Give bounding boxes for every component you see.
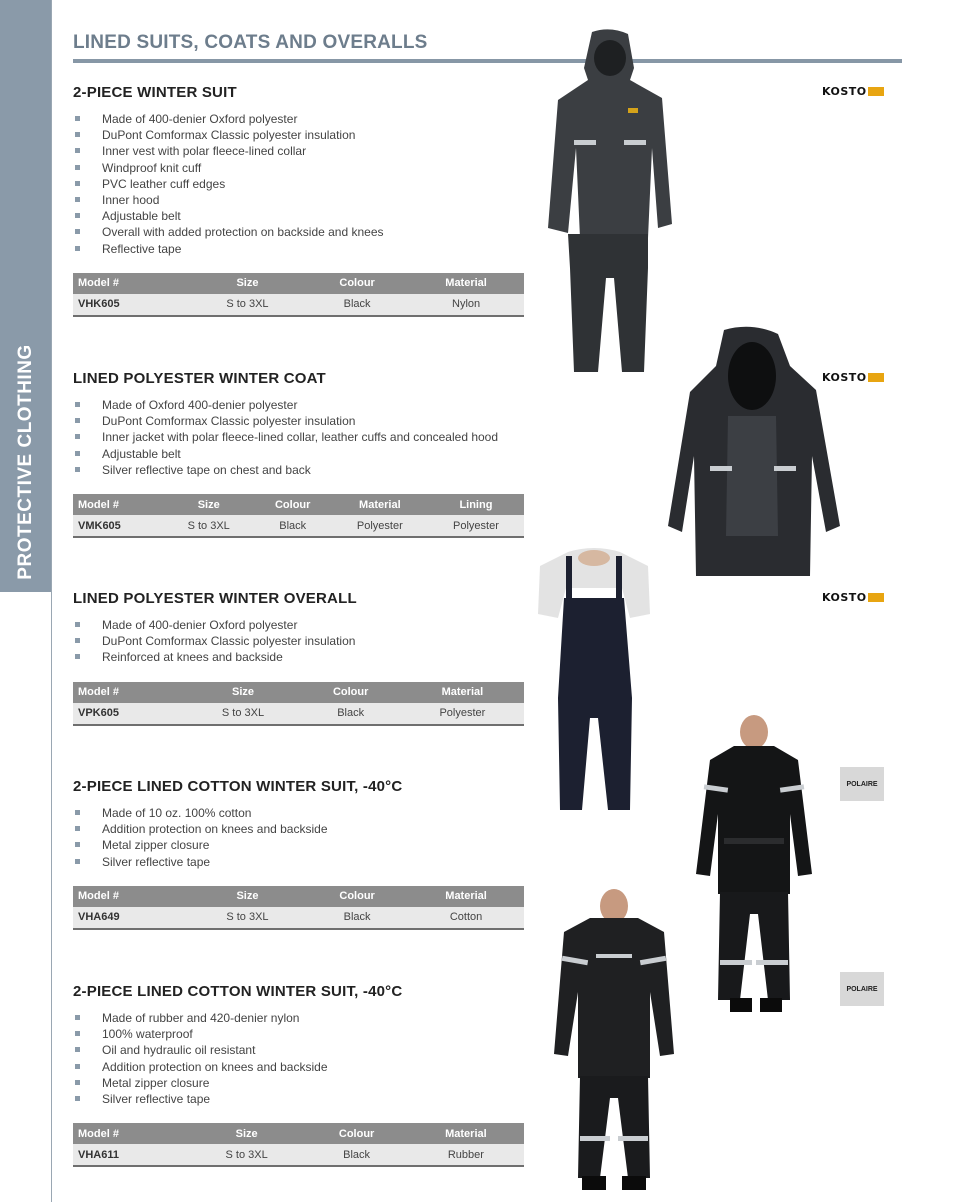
column-header: Material	[408, 1123, 524, 1144]
polaire-logo-text: POLAIRE	[846, 780, 878, 788]
feature-item: 100% waterproof	[73, 1026, 525, 1042]
feature-item: Made of 10 oz. 100% cotton	[73, 805, 525, 821]
feature-item: Made of Oxford 400-denier polyester	[73, 397, 525, 413]
table-cell: Black	[306, 294, 408, 316]
spec-table	[73, 886, 524, 930]
table-cell: VHA611	[73, 1144, 188, 1166]
sidebar-label: PROTECTIVE CLOTHING	[15, 344, 36, 580]
feature-item: PVC leather cuff edges	[73, 176, 525, 192]
winter-overall-photo	[538, 548, 650, 814]
feature-item: Inner hood	[73, 192, 525, 208]
table-header-row	[73, 886, 524, 907]
column-header: Model #	[73, 494, 164, 515]
column-header: Material	[332, 494, 428, 515]
feature-item: Oil and hydraulic oil resistant	[73, 1042, 525, 1058]
feature-item: Addition protection on knees and backside	[73, 1059, 525, 1075]
page-title: LINED SUITS, COATS AND OVERALLS	[73, 32, 428, 53]
product-section	[73, 84, 525, 317]
column-header: Size	[189, 273, 306, 294]
feature-item: Silver reflective tape	[73, 1091, 525, 1107]
feature-item: Made of 400-denier Oxford polyester	[73, 617, 525, 633]
table-cell: Polyester	[332, 515, 428, 537]
kosto-logo	[822, 591, 902, 603]
column-header: Colour	[305, 1123, 407, 1144]
feature-list	[73, 397, 525, 478]
table-row	[73, 907, 524, 929]
feature-item: Adjustable belt	[73, 208, 525, 224]
column-header: Size	[164, 494, 254, 515]
table-cell: S to 3XL	[189, 294, 306, 316]
column-header: Material	[408, 886, 524, 907]
cotton-suit-photo	[694, 714, 814, 1018]
feature-list	[73, 111, 525, 257]
polaire-logo	[840, 972, 884, 1006]
table-header-row	[73, 494, 524, 515]
product-section	[73, 983, 525, 1167]
table-cell: S to 3XL	[164, 515, 254, 537]
column-header: Material	[408, 273, 524, 294]
feature-item: Silver reflective tape	[73, 854, 525, 870]
feature-item: Metal zipper closure	[73, 837, 525, 853]
table-cell: Black	[305, 1144, 407, 1166]
table-row	[73, 1144, 524, 1166]
table-row	[73, 515, 524, 537]
kosto-logo-tag	[868, 373, 884, 382]
product-title: 2-PIECE WINTER SUIT	[73, 84, 237, 101]
table-cell: Black	[301, 703, 401, 725]
column-header: Size	[189, 886, 306, 907]
product-title: 2-PIECE LINED COTTON WINTER SUIT, -40°C	[73, 778, 403, 795]
column-header: Material	[401, 682, 524, 703]
table-cell: VHK605	[73, 294, 189, 316]
feature-item: Made of rubber and 420-denier nylon	[73, 1010, 525, 1026]
title-divider	[73, 59, 902, 63]
table-cell: Polyester	[401, 703, 524, 725]
kosto-logo-text: KOSTO	[822, 84, 867, 98]
table-header-row	[73, 682, 524, 703]
column-header: Colour	[301, 682, 401, 703]
product-title: LINED POLYESTER WINTER COAT	[73, 370, 326, 387]
feature-item: Reflective tape	[73, 241, 525, 257]
sidebar-rule	[51, 0, 52, 1202]
feature-item: Adjustable belt	[73, 446, 525, 462]
kosto-logo-text: KOSTO	[822, 590, 867, 604]
sidebar-tab	[0, 0, 51, 592]
table-row	[73, 703, 524, 725]
feature-list	[73, 617, 525, 666]
table-cell: Rubber	[408, 1144, 524, 1166]
product-title: LINED POLYESTER WINTER OVERALL	[73, 590, 357, 607]
spec-table	[73, 1123, 524, 1167]
feature-item: Inner vest with polar fleece-lined collar	[73, 143, 525, 159]
feature-item: Addition protection on knees and backside	[73, 821, 525, 837]
product-section	[73, 590, 525, 726]
spec-table	[73, 273, 524, 317]
product-section	[73, 778, 525, 930]
table-cell: S to 3XL	[185, 703, 300, 725]
table-cell: Black	[254, 515, 332, 537]
column-header: Colour	[254, 494, 332, 515]
spec-table	[73, 682, 524, 726]
column-header: Model #	[73, 1123, 188, 1144]
table-row	[73, 294, 524, 316]
table-cell: Nylon	[408, 294, 524, 316]
column-header: Model #	[73, 682, 185, 703]
table-cell: VPK605	[73, 703, 185, 725]
feature-item: Windproof knit cuff	[73, 160, 525, 176]
table-cell: VMK605	[73, 515, 164, 537]
feature-item: Metal zipper closure	[73, 1075, 525, 1091]
feature-item: Reinforced at knees and backside	[73, 649, 525, 665]
feature-item: Inner jacket with polar fleece-lined collar, leather cuffs and concealed hood	[73, 429, 525, 445]
feature-item: DuPont Comformax Classic polyester insulation	[73, 127, 525, 143]
column-header: Colour	[306, 886, 408, 907]
spec-table	[73, 494, 524, 538]
product-section	[73, 370, 525, 538]
table-cell: Cotton	[408, 907, 524, 929]
column-header: Lining	[428, 494, 524, 515]
feature-list	[73, 805, 525, 870]
table-header-row	[73, 273, 524, 294]
table-header-row	[73, 1123, 524, 1144]
product-title: 2-PIECE LINED COTTON WINTER SUIT, -40°C	[73, 983, 403, 1000]
feature-item: Overall with added protection on backside and knees	[73, 224, 525, 240]
column-header: Model #	[73, 273, 189, 294]
rubber-suit-photo	[552, 888, 676, 1194]
column-header: Colour	[306, 273, 408, 294]
feature-item: Made of 400-denier Oxford polyester	[73, 111, 525, 127]
kosto-logo-tag	[868, 593, 884, 602]
column-header: Size	[188, 1123, 306, 1144]
polaire-logo	[840, 767, 884, 801]
feature-item: DuPont Comformax Classic polyester insulation	[73, 413, 525, 429]
table-cell: VHA649	[73, 907, 189, 929]
feature-item: Silver reflective tape on chest and back	[73, 462, 525, 478]
table-cell: Black	[306, 907, 408, 929]
kosto-logo-text: KOSTO	[822, 370, 867, 384]
feature-item: DuPont Comformax Classic polyester insulation	[73, 633, 525, 649]
column-header: Model #	[73, 886, 189, 907]
feature-list	[73, 1010, 525, 1107]
table-cell: S to 3XL	[188, 1144, 306, 1166]
column-header: Size	[185, 682, 300, 703]
table-cell: S to 3XL	[189, 907, 306, 929]
polaire-logo-text: POLAIRE	[846, 985, 878, 993]
table-cell: Polyester	[428, 515, 524, 537]
winter-suit-photo	[544, 28, 674, 376]
kosto-logo-tag	[868, 87, 884, 96]
kosto-logo	[822, 85, 902, 97]
winter-coat-photo	[666, 326, 842, 586]
